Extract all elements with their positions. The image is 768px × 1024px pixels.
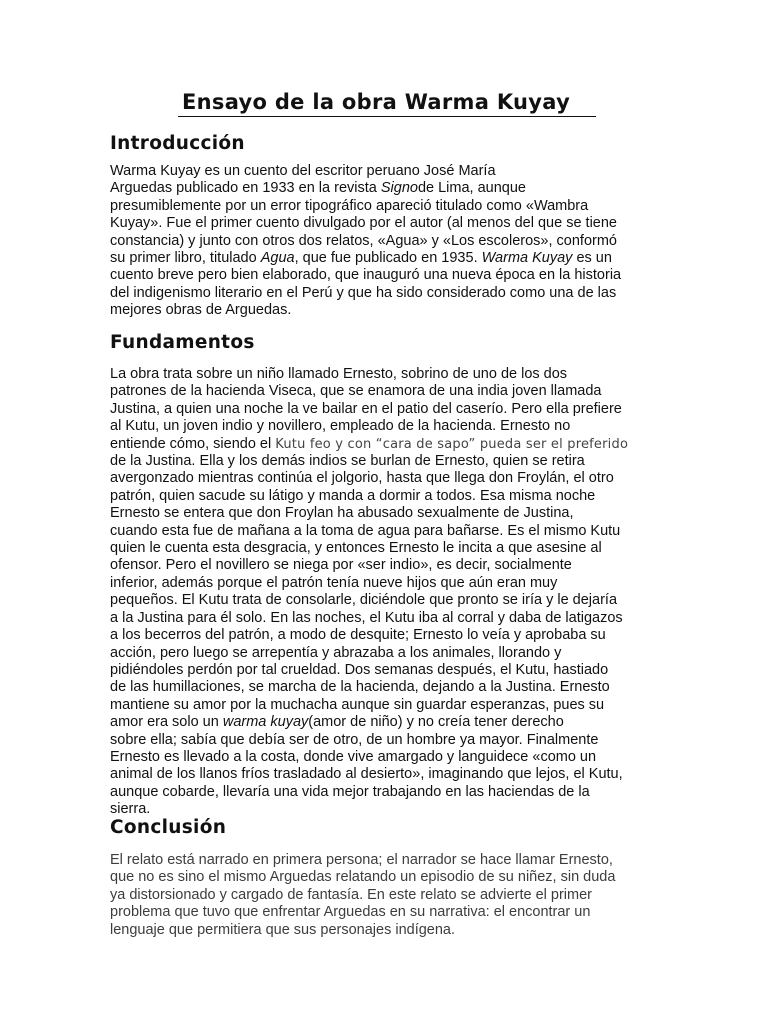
heading-conclusion: Conclusión: [110, 817, 227, 838]
heading-introduccion: Introducción: [110, 133, 245, 154]
paragraph-introduccion: Warma Kuyay es un cuento del escritor peruano José María Arguedas publicado en 1933 en la revista Signode Lima, aunque presumiblemente por un error tipográfico apareció titulado como «Wambra Kuyay». Fue el primer cuento divulgado por el autor (al menos del que se tiene constancia) y junto con otros dos relatos, «Agua» y «Los escoleros», conformó su primer libro, titulado Agua, que fue publicado en 1935. Warma Kuyay es un cuento breve pero bien elaborado, que inauguró una nueva época en la historia del indigenismo literario en el Perú y que ha sido considerado como una de las mejores obras de Arguedas.: [110, 163, 622, 319]
paragraph-fundamentos: La obra trata sobre un niño llamado Ernesto, sobrino de uno de los dos patrones de la hacienda Viseca, que se enamora de una india joven llamada Justina, a quien una noche la ve bailar en el patio del caserío. Pero ella prefiere al Kutu, un joven indio y novillero, empleado de la hacienda. Ernesto no entiende cómo, siendo el Kutu feo y con “cara de sapo” pueda ser el preferido de la Justina. Ella y los demás indios se burlan de Ernesto, quien se retira avergonzado mientras continúa el jolgorio, hasta que llega don Froylán, el otro patrón, quien sacude su látigo y manda a dormir a todos. Esa misma noche Ernesto se entera que don Froylan ha abusado sexualmente de Justina, cuando esta fue de mañana a la toma de agua para bañarse. Es el mismo Kutu quien le cuenta esta desgracia, y entonces Ernesto le incita a que asesine al ofensor. Pero el novillero se niega por «ser indio», es decir, socialmente inferior, además porque el patrón tenía nueve hijos que aún eran muy pequeños. El Kutu trata de consolarle, diciéndole que pronto se iría y le dejaría a la Justina para él solo. En las noches, el Kutu iba al corral y daba de latigazos a los becerros del patrón, a modo de desquite; Ernesto lo veía y aprobaba su acción, pero luego se arrepentía y abrazaba a los animales, llorando y pidiéndoles perdón por tal crueldad. Dos semanas después, el Kutu, hastiado de las humillaciones, se marcha de la hacienda, dejando a la Justina. Ernesto mantiene su amor por la muchacha aunque sin guardar esperanzas, pues su amor era solo un warma kuyay(amor de niño) y no creía tener derecho sobre ella; sabía que debía ser de otro, de un hombre ya mayor. Finalmente Ernesto es llevado a la costa, donde vive amargado y languidece «como un animal de los llanos fríos trasladado al desierto», imaginando que lejos, el Kutu, aunque cobarde, llevaría una vida mejor trabajando en las haciendas de la sierra.: [110, 366, 629, 818]
heading-fundamentos: Fundamentos: [110, 332, 255, 353]
document-title: Ensayo de la obra Warma Kuyay: [178, 88, 596, 117]
paragraph-conclusion: El relato está narrado en primera persona; el narrador se hace llamar Ernesto, que no es sino el mismo Arguedas relatando un episodio de su niñez, sin duda ya distorsionado y cargado de fantasía. En este relato se advierte el primer problema que tuvo que enfrentar Arguedas en su narrativa: el encontrar un lenguaje que permitiera que sus personajes indígena.: [110, 852, 616, 938]
